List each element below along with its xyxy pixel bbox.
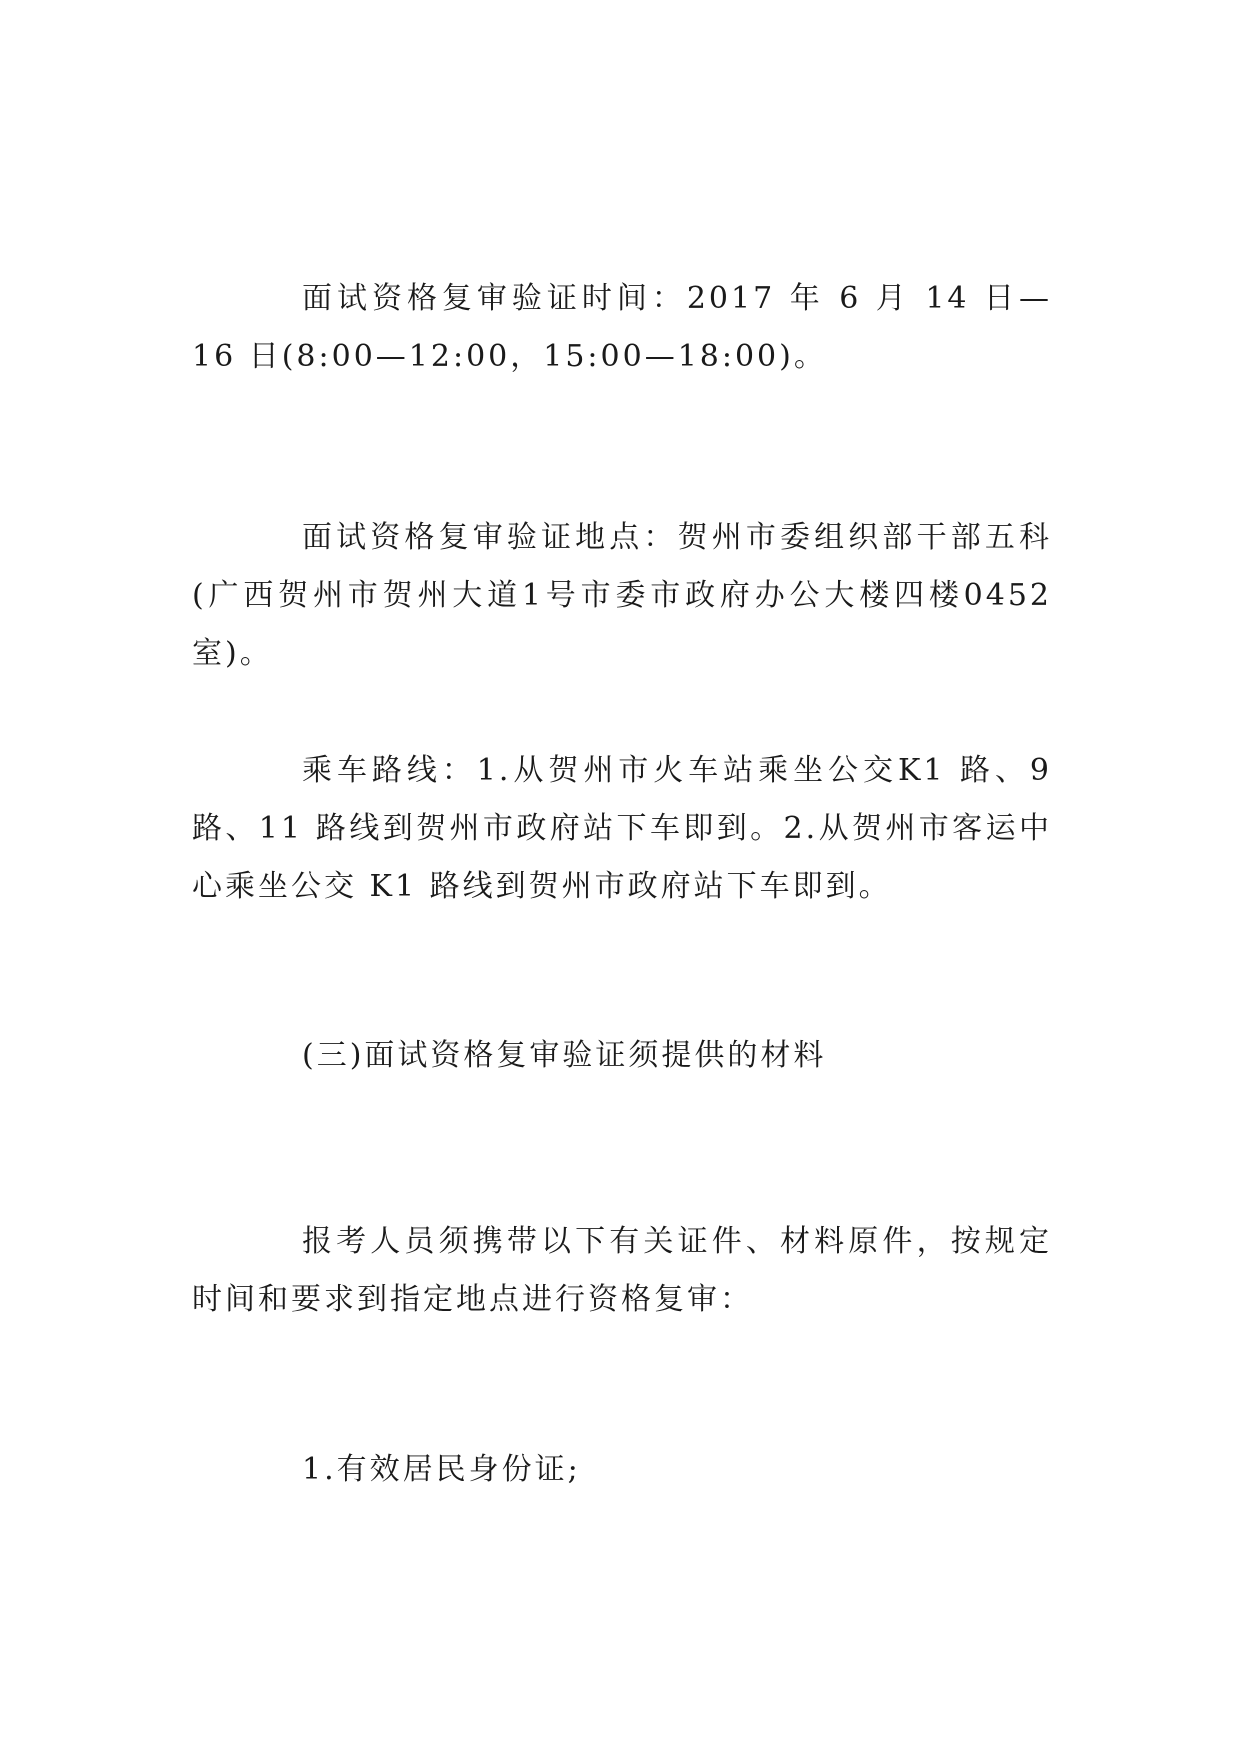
section-heading-materials: (三)面试资格复审验证须提供的材料 [302, 1038, 827, 1073]
paragraph-review-time: 面试资格复审验证时间：2017 年 6 月 14 日—16 日(8:00—12:00，15:00—18:00)。 [192, 281, 1052, 374]
list-item-id-card: 1.有效居民身份证; [302, 1452, 581, 1487]
paragraph-requirements: 报考人员须携带以下有关证件、材料原件，按规定时间和要求到指定地点进行资格复审： [192, 1224, 1052, 1317]
paragraph-review-location: 面试资格复审验证地点：贺州市委组织部干部五科(广西贺州市贺州大道1号市委市政府办公大楼四楼0452室)。 [192, 520, 1052, 671]
paragraph-bus-route: 乘车路线：1.从贺州市火车站乘坐公交K1 路、9 路、11 路线到贺州市政府站下车即到。2.从贺州市客运中心乘坐公交 K1 路线到贺州市政府站下车即到。 [192, 753, 1052, 904]
